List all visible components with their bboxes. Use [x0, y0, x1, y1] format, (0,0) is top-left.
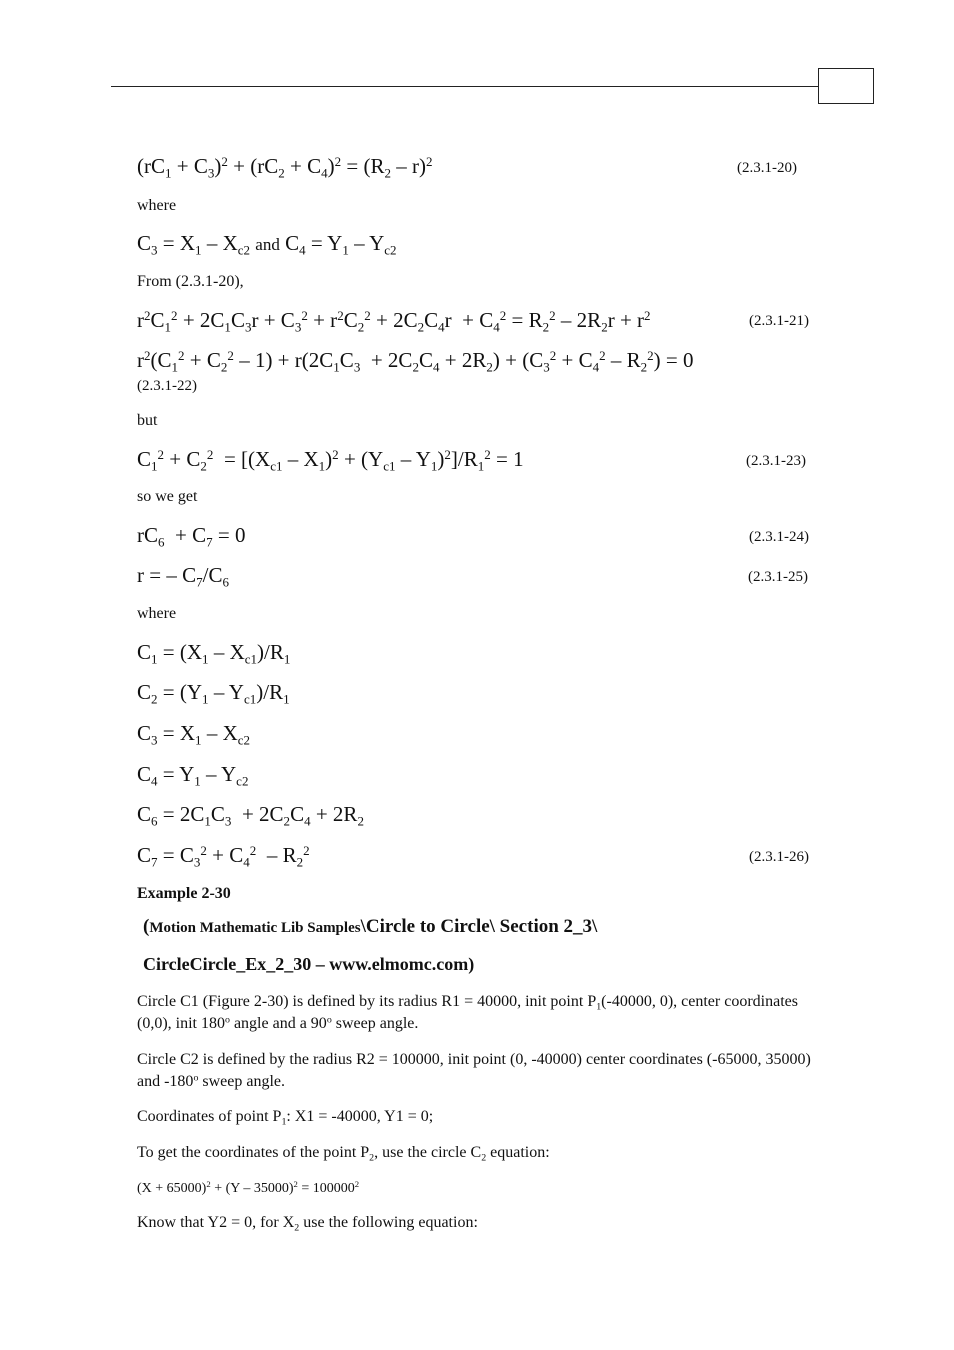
equation-2-3-1-24: $rC_6 + C_7 = 0$	[137, 523, 246, 550]
equation-2-3-1-23: $C_1^2 + C_2^2 = [(X_{c1} - X_1)^2 + (Y_{c1} - Y_1)^2]/R_1^2 = 1$	[137, 446, 524, 474]
example-source-path: (Motion Mathematic Lib Samples\Circle to Circle\ Section 2_3\	[143, 916, 598, 937]
circle-c2-paragraph: Circle C2 is defined by the radius R2 = 100000, init point (0, -40000) center coordinates (-65000, 35000) and -180$^o$ sweep angle.	[137, 1051, 811, 1090]
para-text: To get the coordinates of the point P	[137, 1144, 370, 1161]
equation-tag: (2.3.1-23)	[746, 453, 806, 469]
example-source-section: \Circle to Circle\ Section 2_3\	[360, 916, 598, 937]
c1-definition: $C_1 = (X_1 - X_{c1})/R_1$	[137, 640, 291, 667]
equation-2-3-1-25: r = – $C_7/C_6$	[137, 563, 229, 590]
c7-definition: $C_7 = C_3^2 + C_4^2 - R_2^2$	[137, 842, 310, 870]
equation-tag: (2.3.1-24)	[749, 529, 809, 545]
para-text: = 100000	[297, 1181, 355, 1196]
para-text: sweep angle.	[198, 1073, 286, 1090]
para-text: sweep angle.	[331, 1015, 419, 1032]
para-text: , use the circle C	[374, 1144, 482, 1161]
para-text: (X + 65000)	[137, 1181, 207, 1196]
para-text: Know that Y2 = 0, for X	[137, 1214, 295, 1231]
example-source-lib: Motion Mathematic Lib Samples	[149, 920, 361, 936]
header-rule	[111, 86, 819, 87]
c3-c4-definition: $C_3 = X_1 - X_{c2}$ and $C_4 = Y_1 - Y_{c2}$	[137, 231, 397, 258]
para-text: angle and a 90	[229, 1015, 327, 1032]
para-text: : X1 = -40000, Y1 = 0;	[286, 1108, 434, 1125]
equation-tag: (2.3.1-26)	[749, 849, 809, 865]
equation-tag: (2.3.1-21)	[749, 313, 809, 329]
but-text: but	[137, 412, 158, 429]
para-text: equation:	[486, 1144, 550, 1161]
c3-definition: $C_3 = X_1 - X_{c2}$	[137, 721, 251, 748]
para-text: use the following equation:	[299, 1214, 478, 1231]
know-that-paragraph: Know that Y2 = 0, for $X_2$ use the following equation:	[137, 1214, 478, 1234]
para-text: (-40000, 0), center coordinates (0,0), init 180	[137, 993, 798, 1032]
so-we-get-text: so we get	[137, 488, 198, 505]
para-text: Circle C1 (Figure 2-30) is defined by its radius R1 = 40000, init point P	[137, 993, 597, 1010]
equation-tag: (2.3.1-20)	[737, 160, 797, 176]
example-source-file: CircleCircle_Ex_2_30 – www.elmomc.com)	[143, 954, 475, 974]
page-number-box	[818, 68, 874, 104]
and-text: and	[255, 235, 280, 254]
equation-tag: (2.3.1-25)	[748, 569, 808, 585]
to-get-paragraph: To get the coordinates of the point $P_2$, use the circle $C_2$ equation:	[137, 1144, 550, 1164]
c4-definition: $C_4 = Y_1 - Y_{c2}$	[137, 762, 249, 789]
where-text: where	[137, 197, 177, 214]
example-title: Example 2-30	[137, 885, 231, 902]
equation-2-3-1-20: $(rC_1 + C_3)^2 + (rC_2 + C_4)^2 = (R_2 - r)^2$	[137, 153, 433, 181]
from-text: From (2.3.1-20),	[137, 273, 244, 290]
para-text: + (Y – 35000)	[210, 1181, 294, 1196]
c2-definition: $C_2 = (Y_1 - Y_{c1})/R_1$	[137, 680, 290, 707]
coords-p1-paragraph: Coordinates of point $P_1$: X1 = -40000, Y1 = 0;	[137, 1108, 434, 1128]
where-text: where	[137, 605, 177, 622]
para-text: Circle C2 is defined by the radius R2 = 100000, init point (0, -40000) center coordinates (-65000, 35000) and -180	[137, 1051, 811, 1090]
equation-2-3-1-21: $r^2C_1^2 + 2C_1C_3r + C_3^2 + r^2C_2^2 + 2C_2C_4r + C_4^2 = R_2^2 - 2R_2r + r^2$	[137, 307, 651, 335]
equation-2-3-1-22: $r^2(C_1^2 + C_2^2 - 1) + r(2C_1C_3 + 2C_2C_4 + 2R_2) + (C_3^2 + C_4^2 - R_2^2) = 0$	[137, 347, 694, 375]
para-text: Coordinates of point P	[137, 1108, 282, 1125]
equation-tag: (2.3.1-22)	[137, 378, 197, 394]
circle-equation: $(X + 65000)^2 + (Y - 35000)^2 = 100000^2$	[137, 1179, 360, 1196]
c6-definition: $C_6 = 2C_1C_3 + 2C_2C_4 + 2R_2$	[137, 802, 364, 829]
circle-c1-paragraph: Circle C1 (Figure 2-30) is defined by its radius R1 = 40000, init point $P_1(-40000$, 0), center coordinates (0,0), init 180$^o$ angle and a 90$^o$ sweep angle.	[137, 993, 798, 1032]
